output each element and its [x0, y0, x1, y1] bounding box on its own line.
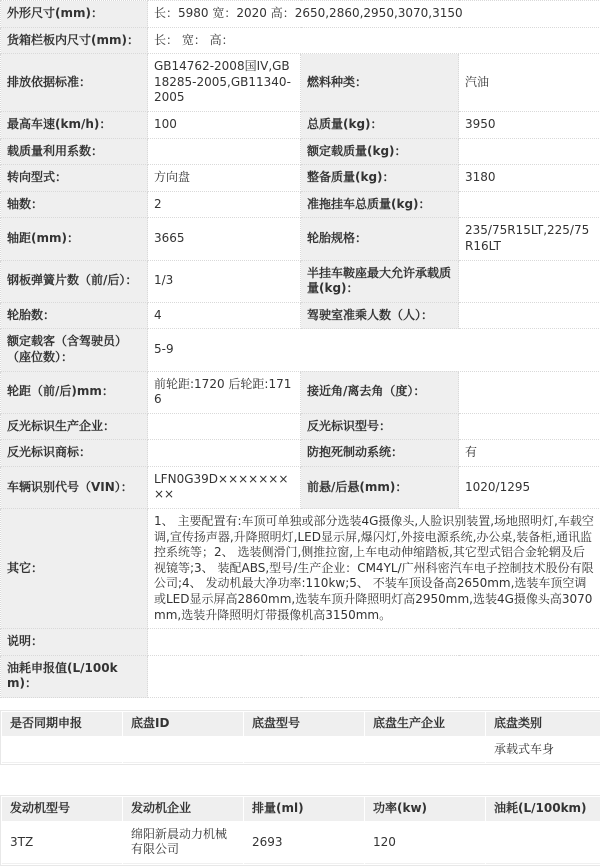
- spec-value-cell: [148, 440, 301, 467]
- engine-table-head: [2, 797, 600, 821]
- data-cell: 绵阳新晨动力机械有限公司: [123, 822, 243, 864]
- header-row: [2, 797, 600, 821]
- spec-row: [1, 440, 600, 467]
- column-header: 功率(kw): [365, 797, 485, 821]
- spec-value-cell: [148, 655, 600, 697]
- spec-label-cell: 排放依据标准：: [1, 54, 148, 112]
- spec-label-cell: 轮胎规格：: [301, 218, 459, 260]
- data-cell: [123, 737, 243, 764]
- spec-label-cell: 车辆识别代号（VIN）：: [1, 466, 148, 508]
- spec-value-cell: 5-9: [148, 329, 600, 371]
- spec-label-cell: 轴数：: [1, 191, 148, 218]
- spec-label-cell: 额定载客（含驾驶员）（座位数）：: [1, 329, 148, 371]
- spec-value-cell: 长： 宽： 高：: [148, 27, 600, 54]
- spec-value-cell: LFN0G39D×××××××××: [148, 466, 301, 508]
- data-cell: [365, 737, 485, 764]
- spec-label-cell: 反光标识商标：: [1, 440, 148, 467]
- column-header: 排量(ml): [244, 797, 364, 821]
- spec-label-cell: 驾驶室准乘人数（人）：: [301, 302, 459, 329]
- spec-value-cell: 长：5980 宽：2020 高：2650,2860,2950,3070,3150: [148, 1, 600, 28]
- spec-value-cell: 汽油: [459, 54, 600, 112]
- spec-label-cell: 额定载质量(kg)：: [301, 138, 459, 165]
- spec-row: [1, 629, 600, 656]
- spec-label-cell: 其它：: [1, 509, 148, 629]
- spec-value-cell: 3180: [459, 165, 600, 192]
- spec-row: [1, 1, 600, 28]
- data-cell: 120: [365, 822, 485, 864]
- spec-label-cell: 货箱栏板内尺寸(mm)：: [1, 27, 148, 54]
- spec-value-cell: [459, 191, 600, 218]
- spec-value-cell: [148, 629, 600, 656]
- column-header: 是否同期申报: [2, 712, 122, 736]
- spec-value-cell: 4: [148, 302, 301, 329]
- spec-row: [1, 165, 600, 192]
- data-cell: [486, 822, 600, 864]
- spec-row: [1, 466, 600, 508]
- data-cell: [2, 737, 122, 764]
- column-header: 油耗(L/100km): [486, 797, 600, 821]
- spec-label-cell: 半挂车鞍座最大允许承载质量(kg)：: [301, 260, 459, 302]
- spec-label-cell: 接近角/离去角（度）：: [301, 371, 459, 413]
- spec-table-body: [1, 1, 600, 698]
- spec-value-cell: [459, 371, 600, 413]
- spec-label-cell: 轮距（前/后)mm：: [1, 371, 148, 413]
- data-row: [2, 822, 600, 864]
- spec-value-cell: 有: [459, 440, 600, 467]
- spec-label-cell: 说明：: [1, 629, 148, 656]
- spec-label-cell: 防抱死制动系统：: [301, 440, 459, 467]
- column-header: 底盘类别: [486, 712, 600, 736]
- spec-row: [1, 138, 600, 165]
- spacer: [0, 765, 600, 795]
- spec-value-cell: [148, 413, 301, 440]
- spec-value-cell: [459, 138, 600, 165]
- spec-label-cell: 钢板弹簧片数（前/后）：: [1, 260, 148, 302]
- spec-value-cell: 235/75R15LT,225/75R16LT: [459, 218, 600, 260]
- chassis-table-head: [2, 712, 600, 736]
- column-header: 底盘生产企业: [365, 712, 485, 736]
- spec-value-cell: [148, 138, 301, 165]
- spec-row: [1, 302, 600, 329]
- spec-label-cell: 载质量利用系数：: [1, 138, 148, 165]
- data-row: [2, 737, 600, 764]
- spec-row: [1, 111, 600, 138]
- spec-label-cell: 最高车速(km/h)：: [1, 111, 148, 138]
- data-cell: [244, 737, 364, 764]
- spacer: [0, 698, 600, 710]
- spec-label-cell: 油耗申报值(L/100km)：: [1, 655, 148, 697]
- data-cell: 2693: [244, 822, 364, 864]
- spec-value-cell: 1/3: [148, 260, 301, 302]
- spec-row: [1, 655, 600, 697]
- data-cell: 承载式车身: [486, 737, 600, 764]
- spec-value-cell: [459, 302, 600, 329]
- spec-label-cell: 反光标识生产企业：: [1, 413, 148, 440]
- spec-value-cell: 100: [148, 111, 301, 138]
- spec-row: [1, 218, 600, 260]
- column-header: 底盘型号: [244, 712, 364, 736]
- spec-label-cell: 准拖挂车总质量(kg)：: [301, 191, 459, 218]
- engine-table: [0, 795, 600, 866]
- spec-label-cell: 整备质量(kg)：: [301, 165, 459, 192]
- spec-label-cell: 外形尺寸(mm)：: [1, 1, 148, 28]
- spec-label-cell: 总质量(kg)：: [301, 111, 459, 138]
- column-header: 发动机型号: [2, 797, 122, 821]
- header-row: [2, 712, 600, 736]
- spec-row: [1, 329, 600, 371]
- spec-value-cell: 方向盘: [148, 165, 301, 192]
- data-cell: 3TZ: [2, 822, 122, 864]
- spec-label-cell: 轮胎数：: [1, 302, 148, 329]
- spec-row: [1, 27, 600, 54]
- spec-label-cell: 前悬/后悬(mm)：: [301, 466, 459, 508]
- spec-row: [1, 371, 600, 413]
- spec-value-cell: 3665: [148, 218, 301, 260]
- spec-value-cell: 1、 主要配置有:车顶可单独或部分选装4G摄像头,人脸识别装置,场地照明灯,车载空调,宣传扬声器,升降照明灯,LED显示屏,爆闪灯,外接电源系统,办公桌,装备柜,通讯监控系统等；2、 选装侧滑门,侧推拉窗,上车电动伸缩踏板,其它型式铝合金轮辋及后视镜等;3、 装配ABS,型号/生产企业：CM4YL/广州科密汽车电子控制技术股份有限公司;4、 发动机最大净功率:110kw;5、 不装车顶设备高2650mm,选装车顶空调或LED显示屏高2860mm,选装车顶升降照明灯高2950mm,选装4G摄像头高3070mm,选装升降照明灯带摄像机高3150mm。: [148, 509, 600, 629]
- engine-table-body: [2, 822, 600, 864]
- spec-row: [1, 413, 600, 440]
- column-header: 发动机企业: [123, 797, 243, 821]
- spec-value-cell: 前轮距:1720 后轮距:1716: [148, 371, 301, 413]
- spec-row: [1, 191, 600, 218]
- chassis-table: [0, 710, 600, 765]
- spec-label-cell: 燃料种类：: [301, 54, 459, 112]
- spec-label-cell: 轴距(mm)：: [1, 218, 148, 260]
- spec-label-cell: 转向型式：: [1, 165, 148, 192]
- spec-value-cell: 3950: [459, 111, 600, 138]
- spec-row: [1, 54, 600, 112]
- spec-value-cell: 1020/1295: [459, 466, 600, 508]
- spec-row: [1, 260, 600, 302]
- spec-label-cell: 反光标识型号：: [301, 413, 459, 440]
- spec-row: [1, 509, 600, 629]
- spec-value-cell: 2: [148, 191, 301, 218]
- spec-value-cell: [459, 413, 600, 440]
- column-header: 底盘ID: [123, 712, 243, 736]
- spec-value-cell: [459, 260, 600, 302]
- spec-value-cell: GB14762-2008国IV,GB18285-2005,GB11340-2005: [148, 54, 301, 112]
- chassis-table-body: [2, 737, 600, 764]
